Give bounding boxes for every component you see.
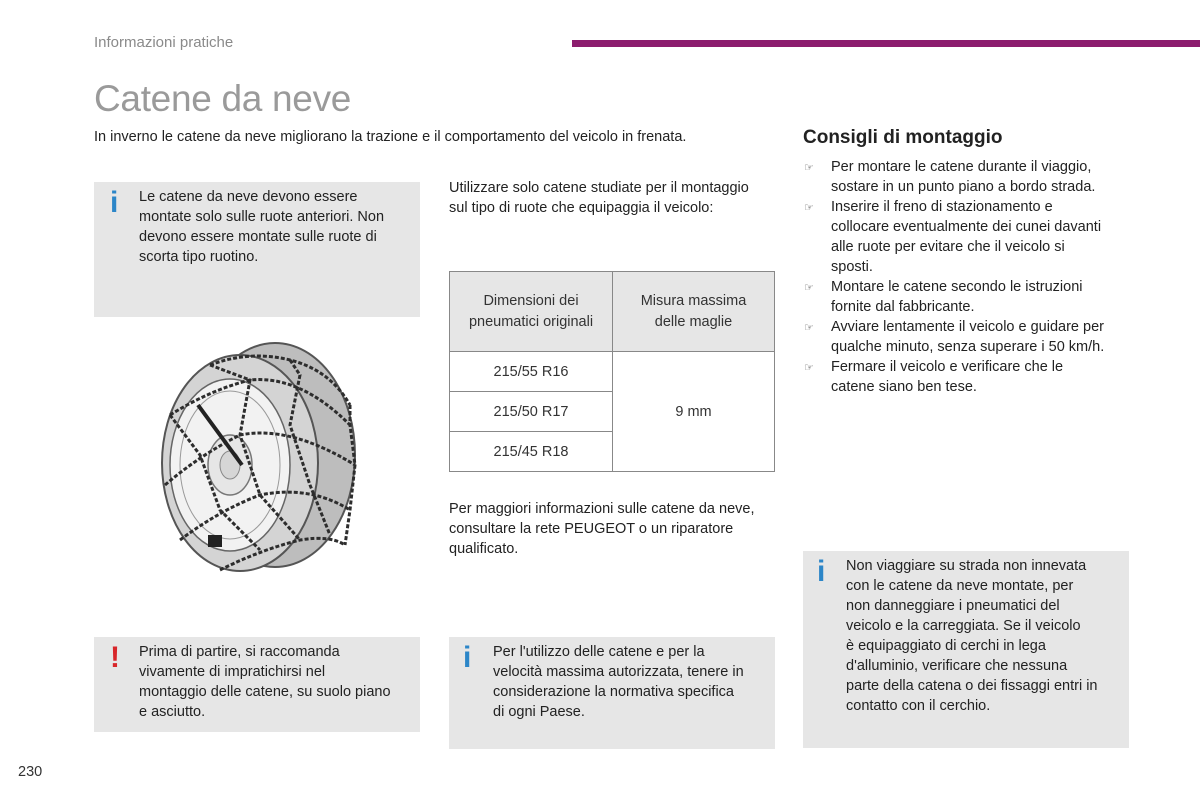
pointing-hand-icon: ☞ — [804, 322, 814, 334]
snow-chain-wheel-illustration — [150, 335, 370, 585]
info-box-text: Le catene da neve devono essere montate solo sulle ruote anteriori. Non devono essere montate sulle ruote di scorta tipo ruotino. — [139, 189, 385, 265]
tire-intro-text: Utilizzare solo catene studiate per il montaggio sul tipo di ruote che equipaggia il veicolo: — [449, 180, 749, 216]
warning-icon: ! — [110, 641, 120, 674]
pointing-hand-icon: ☞ — [804, 362, 814, 374]
warning-box-text: Prima di partire, si raccomanda vivamente di impratichirsi nel montaggio delle catene, su suolo piano e asciutto. — [139, 644, 391, 720]
list-item: ☞ Fermare il veicolo e verificare che le catene siano ben tese. — [804, 359, 1064, 395]
list-item: ☞ Per montare le catene durante il viaggio, sostare in un punto piano a bordo strada. — [804, 159, 1096, 195]
chain-hook — [208, 535, 222, 547]
info-box-text: Non viaggiare su strada non innevata con le catene da neve montate, per non danneggiare i pneumatici del veicolo e la carreggiata. Se il veicolo è equipaggiato di cerchi in lega d'alluminio, verificare che nessuna parte della catena o dei fissaggi entri in contatto con il cerchio. — [846, 558, 1098, 714]
info-icon: i — [817, 555, 826, 588]
table-header-tire-size: Dimensioni dei pneumatici originali — [450, 272, 613, 352]
warning-box-practice — [94, 637, 420, 732]
table-header-mesh-size: Misura massima delle maglie — [613, 272, 775, 352]
table-row — [450, 352, 775, 392]
list-item: ☞ Inserire il freno di stazionamento e collocare eventualmente dei cunei davanti alle ruote per evitare che il veicolo si sposti. — [804, 199, 1102, 275]
header-accent-bar — [572, 40, 1200, 47]
info-icon: i — [110, 186, 119, 219]
tire-size-cell: 215/45 R18 — [450, 432, 613, 472]
tire-size-cell: 215/50 R17 — [450, 392, 613, 432]
info-icon: i — [463, 641, 472, 674]
tire-size-cell: 215/55 R16 — [450, 352, 613, 392]
list-item: ☞ Avviare lentamente il veicolo e guidare per qualche minuto, senza superare i 50 km/h. — [804, 319, 1105, 355]
info-box-text: Per l'utilizzo delle catene e per la velocità massima autorizzata, tenere in considerazione la normativa specifica di ogni Paese. — [493, 644, 744, 720]
page-title: Catene da neve — [94, 78, 352, 119]
mounting-tips-list — [803, 157, 1143, 397]
pointing-hand-icon: ☞ — [804, 162, 814, 174]
list-item: ☞ Montare le catene secondo le istruzioni fornite dal fabbricante. — [804, 279, 1083, 315]
tire-size-table — [449, 271, 775, 472]
info-box-road — [803, 551, 1129, 748]
pointing-hand-icon: ☞ — [804, 282, 814, 294]
intro-text: In inverno le catene da neve migliorano la trazione e il comportamento del veicolo in frenata. — [94, 129, 687, 145]
section-label: Informazioni pratiche — [94, 34, 234, 51]
mesh-size-cell: 9 mm — [613, 352, 775, 472]
more-info-text: Per maggiori informazioni sulle catene da neve, consultare la rete PEUGEOT o un riparatore qualificato. — [449, 501, 755, 557]
pointing-hand-icon: ☞ — [804, 202, 814, 214]
info-box-regulations — [449, 637, 775, 749]
page-number: 230 — [18, 764, 43, 780]
info-box-front-wheels — [94, 182, 420, 317]
mounting-tips-heading: Consigli di montaggio — [803, 127, 1003, 148]
